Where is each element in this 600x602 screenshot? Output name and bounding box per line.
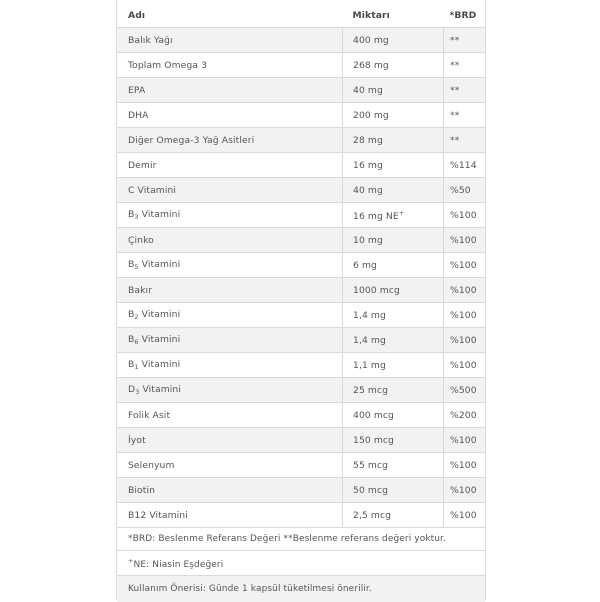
nutrient-brd: %100	[444, 328, 486, 353]
nutrient-name	[117, 28, 343, 53]
nutrient-amount-text: 1,4 mg	[353, 310, 386, 321]
nutrient-amount	[343, 403, 444, 428]
nutrient-name-text: B	[128, 259, 134, 270]
nutrient-name-text: D	[128, 384, 135, 395]
table-row	[117, 53, 485, 78]
nutrient-name	[117, 203, 343, 228]
nutrient-amount-text: 50 mcg	[353, 485, 388, 496]
nutrient-amount-text: 40 mg	[353, 185, 383, 196]
nutrient-name-suffix: Vitamini	[139, 209, 181, 220]
table-row	[117, 428, 485, 453]
table-row	[117, 28, 485, 53]
nutrient-amount-text: 400 mcg	[353, 410, 394, 421]
table-row	[117, 128, 485, 153]
ne-note-sup: +	[128, 557, 134, 565]
nutrient-brd: %50	[444, 178, 486, 203]
nutrient-brd: %500	[444, 378, 486, 403]
nutrient-name-text: Bakır	[128, 285, 152, 296]
nutrient-name	[117, 128, 343, 153]
nutrient-amount-text: 10 mg	[353, 235, 383, 246]
usage-note: Kullanım Önerisi: Günde 1 kapsül tüketilmesi önerilir.	[117, 576, 485, 602]
nutrient-name	[117, 353, 343, 378]
nutrient-name-text: Biotin	[128, 485, 155, 496]
nutrient-amount	[343, 453, 444, 478]
header-amount: Miktarı	[343, 3, 444, 28]
table-row	[117, 103, 485, 128]
nutrient-amount-text: 28 mg	[353, 135, 383, 146]
nutrient-amount	[343, 328, 444, 353]
nutrient-brd: %100	[444, 503, 486, 528]
nutrient-brd: %100	[444, 453, 486, 478]
nutrient-name-suffix: Vitamini	[139, 259, 181, 270]
nutrient-name-suffix: Vitamini	[139, 334, 181, 345]
table-row	[117, 328, 485, 353]
nutrient-brd: %100	[444, 428, 486, 453]
nutrient-brd: **	[444, 53, 486, 78]
table-header-row	[117, 3, 485, 28]
nutrient-amount-text: 25 mcg	[353, 385, 388, 396]
table-body	[117, 28, 485, 528]
nutrient-name-suffix: Vitamini	[139, 359, 181, 370]
nutrient-name-text: Folik Asit	[128, 410, 170, 421]
nutrient-amount	[343, 203, 444, 228]
table-row	[117, 478, 485, 503]
nutrient-name-text: Diğer Omega-3 Yağ Asitleri	[128, 135, 254, 146]
nutrient-amount-text: 6 mg	[353, 260, 377, 271]
brd-note-row	[117, 528, 485, 551]
nutrient-name	[117, 453, 343, 478]
nutrient-name	[117, 503, 343, 528]
nutrient-name	[117, 228, 343, 253]
table-row	[117, 228, 485, 253]
nutrient-amount-text: 400 mg	[353, 35, 389, 46]
nutrient-name-subscript: 6	[134, 338, 138, 346]
nutrient-name	[117, 428, 343, 453]
nutrient-name-text: Balık Yağı	[128, 35, 173, 46]
nutrient-name-subscript: 3	[135, 388, 139, 396]
nutrient-name-text: EPA	[128, 85, 145, 96]
nutrient-name-subscript: 5	[134, 263, 138, 271]
nutrient-name-subscript: 3	[134, 213, 138, 221]
nutrient-brd: %100	[444, 353, 486, 378]
nutrient-name-text: Toplam Omega 3	[128, 60, 207, 71]
nutrient-brd: %100	[444, 253, 486, 278]
ne-note-text: NE: Niasin Eşdeğeri	[134, 560, 224, 570]
nutrient-amount-text: 16 mg NE	[353, 211, 399, 222]
nutrient-name-text: B	[128, 359, 134, 370]
nutrient-amount	[343, 478, 444, 503]
nutrient-amount	[343, 303, 444, 328]
nutrient-name	[117, 53, 343, 78]
ne-note-row	[117, 551, 485, 576]
table-row	[117, 353, 485, 378]
nutrient-name-text: B	[128, 334, 134, 345]
table-row	[117, 203, 485, 228]
nutrient-amount-text: 1,4 mg	[353, 335, 386, 346]
nutrient-name	[117, 78, 343, 103]
nutrient-brd: %100	[444, 278, 486, 303]
brd-note: *BRD: Beslenme Referans Değeri **Beslenme referans değeri yoktur.	[117, 528, 485, 551]
nutrient-name-text: Demir	[128, 160, 157, 171]
nutrient-name-text: İyot	[128, 435, 146, 446]
nutrient-amount-text: 1000 mcg	[353, 285, 400, 296]
nutrient-name-text: Çinko	[128, 235, 154, 246]
nutrient-amount-text: 55 mcg	[353, 460, 388, 471]
nutrient-amount-text: 2,5 mcg	[353, 510, 391, 521]
table-row	[117, 253, 485, 278]
nutrient-amount	[343, 153, 444, 178]
nutrient-amount-superscript: +	[399, 209, 405, 217]
ne-note	[117, 551, 485, 576]
nutrient-amount	[343, 78, 444, 103]
table-row	[117, 278, 485, 303]
table-row	[117, 453, 485, 478]
nutrient-name-suffix: Vitamini	[139, 384, 181, 395]
usage-row	[117, 576, 485, 602]
nutrient-name-text: B12 Vitamini	[128, 510, 188, 521]
nutrient-amount-text: 200 mg	[353, 110, 389, 121]
nutrient-amount	[343, 378, 444, 403]
nutrient-name	[117, 303, 343, 328]
table-row	[117, 78, 485, 103]
nutrient-brd: %100	[444, 228, 486, 253]
nutrient-amount	[343, 353, 444, 378]
nutrient-brd: %100	[444, 203, 486, 228]
nutrient-name-text: B	[128, 209, 134, 220]
nutrient-amount	[343, 503, 444, 528]
nutrient-amount	[343, 428, 444, 453]
nutrient-brd: **	[444, 78, 486, 103]
nutrient-brd: %100	[444, 478, 486, 503]
nutrient-name-text: DHA	[128, 110, 149, 121]
nutrient-name	[117, 403, 343, 428]
nutrient-amount	[343, 103, 444, 128]
nutrient-brd: **	[444, 128, 486, 153]
nutrient-name-subscript: 2	[134, 313, 138, 321]
nutrient-brd: %200	[444, 403, 486, 428]
nutrient-amount	[343, 278, 444, 303]
nutrient-name-text: B	[128, 309, 134, 320]
nutrient-name	[117, 178, 343, 203]
table-row	[117, 303, 485, 328]
nutrient-amount-text: 1,1 mg	[353, 360, 386, 371]
nutrient-brd: **	[444, 28, 486, 53]
header-name: Adı	[117, 3, 343, 28]
nutrient-name	[117, 103, 343, 128]
nutrient-name-text: C Vitamini	[128, 185, 176, 196]
nutrient-amount	[343, 253, 444, 278]
nutrient-amount-text: 150 mcg	[353, 435, 394, 446]
nutrient-name-suffix: Vitamini	[139, 309, 181, 320]
nutrient-amount	[343, 178, 444, 203]
nutrient-name	[117, 378, 343, 403]
nutrient-amount	[343, 53, 444, 78]
table-row	[117, 178, 485, 203]
nutrient-name	[117, 153, 343, 178]
nutrient-amount-text: 16 mg	[353, 160, 383, 171]
nutrient-amount-text: 268 mg	[353, 60, 389, 71]
nutrient-brd: %114	[444, 153, 486, 178]
nutrient-amount	[343, 128, 444, 153]
nutrient-name	[117, 253, 343, 278]
table-row	[117, 503, 485, 528]
header-brd: *BRD	[444, 3, 486, 28]
table-row	[117, 378, 485, 403]
nutrient-brd: **	[444, 103, 486, 128]
nutrient-amount	[343, 228, 444, 253]
nutrient-amount	[343, 28, 444, 53]
nutrient-name	[117, 328, 343, 353]
nutrient-name	[117, 478, 343, 503]
nutrient-amount-text: 40 mg	[353, 85, 383, 96]
nutrient-brd: %100	[444, 303, 486, 328]
nutrition-table	[117, 3, 485, 602]
nutrient-name-subscript: 1	[134, 363, 138, 371]
table-row	[117, 153, 485, 178]
nutrient-name-text: Selenyum	[128, 460, 175, 471]
nutrient-name	[117, 278, 343, 303]
table-row	[117, 403, 485, 428]
